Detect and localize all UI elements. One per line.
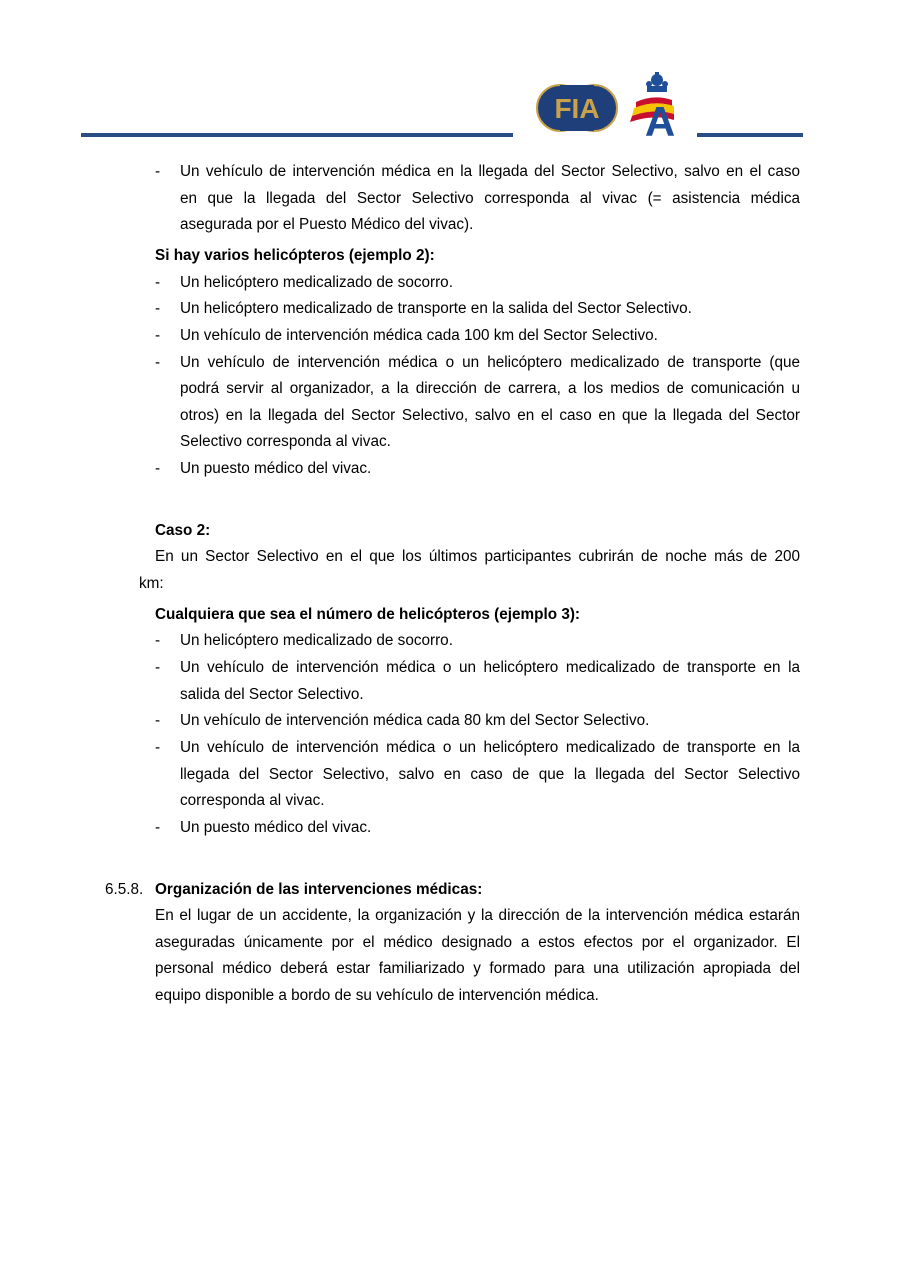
fia-logo — [536, 80, 618, 136]
case-2-intro-line: km: — [139, 575, 164, 592]
list-bullet: - — [155, 274, 161, 291]
fia-logo-text: FIA — [554, 93, 600, 124]
list-item-line: podrá servir al organizador, a la dirección de carrera, a los medios de comunicación u — [180, 380, 800, 397]
list-bullet: - — [155, 354, 161, 371]
subheading-example-3: Cualquiera que sea el número de helicópteros (ejemplo 3): — [155, 606, 581, 623]
header-rule-right — [697, 133, 803, 137]
list-item-line: otros) en la llegada del Sector Selectivo, salvo en el caso en que la llegada del Sector — [180, 407, 800, 424]
list-bullet: - — [155, 300, 161, 317]
section-body-line: personal médico deberá estar familiarizado y formado para una utilización apropiada del — [155, 960, 800, 977]
page-header — [0, 0, 905, 145]
list-item: Un helicóptero medicalizado de socorro. — [180, 632, 453, 649]
subheading-example-2: Si hay varios helicópteros (ejemplo 2): — [155, 247, 435, 264]
list-item: Un vehículo de intervención médica cada 100 km del Sector Selectivo. — [180, 327, 658, 344]
list-item-line: Un vehículo de intervención médica o un helicóptero medicalizado de transporte en la — [180, 739, 800, 756]
list-item-line: Un vehículo de intervención médica en la llegada del Sector Selectivo, salvo en el caso — [180, 163, 800, 180]
list-bullet: - — [155, 739, 161, 756]
rfea-logo-text: A — [644, 98, 676, 138]
list-item-line: Un vehículo de intervención médica o un helicóptero medicalizado de transporte (que — [180, 354, 800, 371]
list-bullet: - — [155, 659, 161, 676]
list-item: Un puesto médico del vivac. — [180, 819, 372, 836]
list-item-line: asegurada por el Puesto Médico del vivac). — [180, 216, 474, 233]
list-bullet: - — [155, 632, 161, 649]
list-item: Un helicóptero medicalizado de socorro. — [180, 274, 453, 291]
list-bullet: - — [155, 460, 161, 477]
list-bullet: - — [155, 819, 161, 836]
list-item: Un vehículo de intervención médica cada 80 km del Sector Selectivo. — [180, 712, 650, 729]
list-bullet: - — [155, 327, 161, 344]
section-body-line: aseguradas únicamente por el médico designado a estos efectos por el organizador. El — [155, 934, 800, 951]
list-item: Un helicóptero medicalizado de transporte en la salida del Sector Selectivo. — [180, 300, 692, 317]
case-2-heading: Caso 2: — [155, 522, 211, 539]
list-bullet: - — [155, 163, 161, 180]
list-item-line: Un vehículo de intervención médica o un helicóptero medicalizado de transporte en la — [180, 659, 800, 676]
case-2-intro-line: En un Sector Selectivo en el que los últimos participantes cubrirán de noche más de 200 — [155, 548, 800, 565]
section-title: Organización de las intervenciones médicas: — [155, 881, 483, 898]
section-number: 6.5.8. — [105, 881, 144, 898]
header-rule-left — [81, 133, 513, 137]
list-item: Un puesto médico del vivac. — [180, 460, 372, 477]
rfea-logo — [624, 72, 692, 138]
list-bullet: - — [155, 712, 161, 729]
list-item-line: salida del Sector Selectivo. — [180, 686, 364, 703]
list-item-line: en que la llegada del Sector Selectivo corresponda al vivac (= asistencia médica — [180, 190, 800, 207]
list-item-line: corresponda al vivac. — [180, 792, 325, 809]
section-body-line: En el lugar de un accidente, la organización y la dirección de la intervención médica estarán — [155, 907, 800, 924]
list-item-line: Selectivo corresponda al vivac. — [180, 433, 391, 450]
list-item-line: llegada del Sector Selectivo, salvo en caso de que la llegada del Sector Selectivo — [180, 766, 800, 783]
section-body-line: equipo disponible a bordo de su vehículo de intervención médica. — [155, 987, 599, 1004]
